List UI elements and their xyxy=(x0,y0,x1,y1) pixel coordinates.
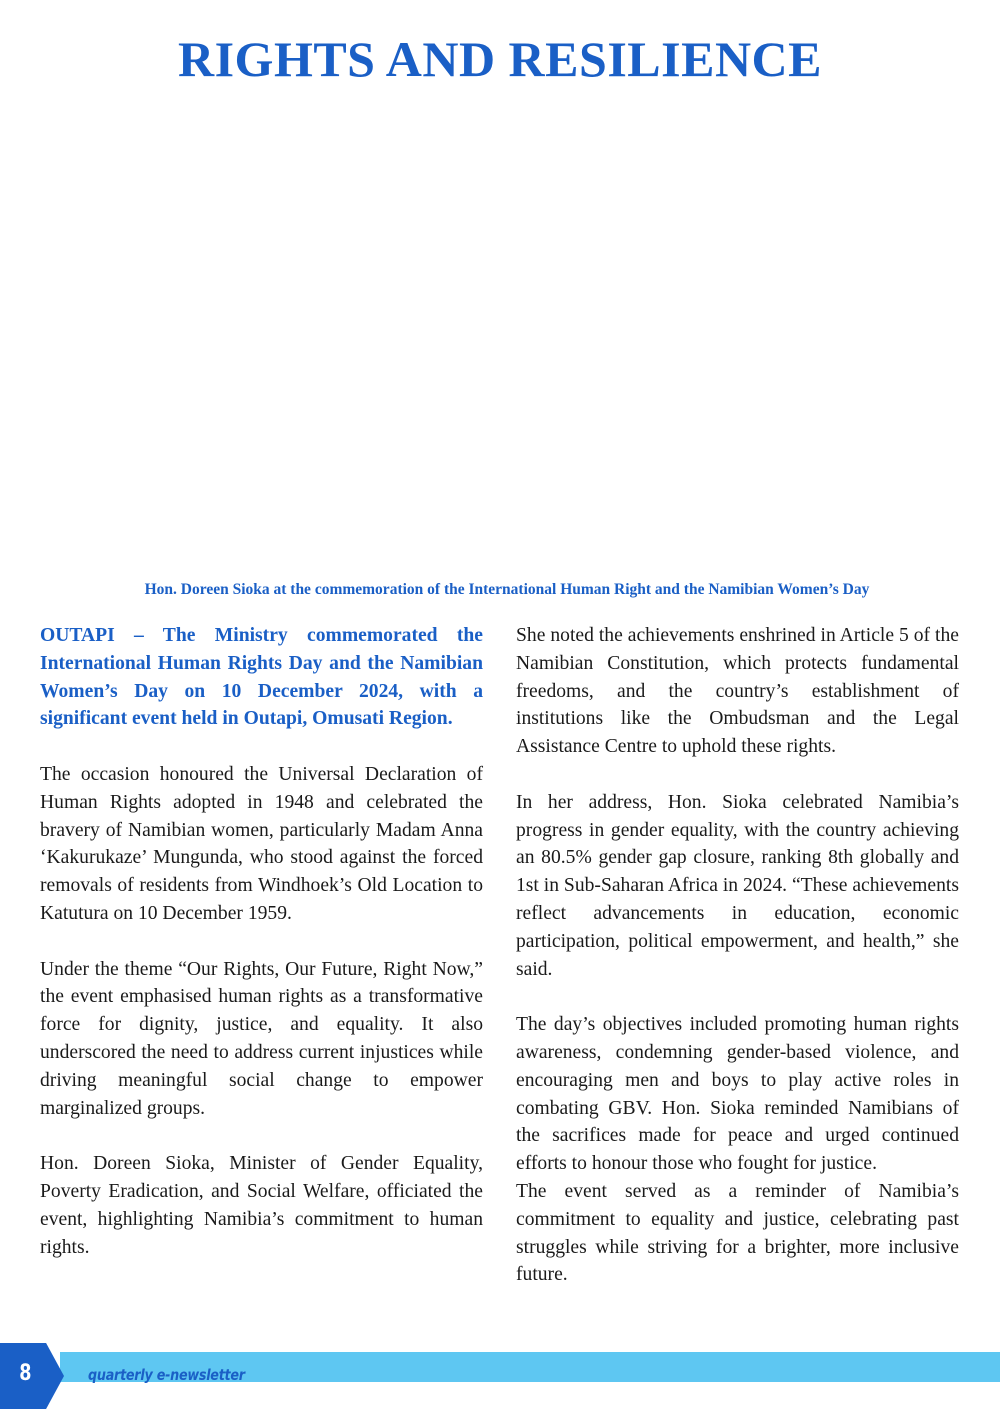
article-right-column xyxy=(516,622,959,1317)
article-paragraph: The event served as a reminder of Namibia’s commitment to equality and justice, celebrating past struggles while striving for a brighter, more inclusive future. xyxy=(516,1180,959,1286)
article-left-column xyxy=(40,622,483,1289)
page-title: RIGHTS AND RESILIENCE xyxy=(177,31,823,87)
article-paragraph: The occasion honoured the Universal Declaration of Human Rights adopted in 1948 and celebrated the bravery of Namibian women, particularly Madam Anna ‘Kakurukaze’ Mungunda, who stood against the forced removals of residents from Windhoek’s Old Location to Katutura on 10 December 1959. xyxy=(40,763,483,924)
photo-caption: Hon. Doreen Sioka at the commemoration of the International Human Right and the Namibian Women’s Day xyxy=(144,581,870,598)
article-paragraph: Hon. Doreen Sioka, Minister of Gender Equality, Poverty Eradication, and Social Welfare, officiated the event, highlighting Namibia’s commitment to human rights. xyxy=(40,1153,483,1258)
article-paragraph: In her address, Hon. Sioka celebrated Namibia’s progress in gender equality, with the country achieving an 80.5% gender gap closure, ranking 8th globally and 1st in Sub-Saharan Africa in 2024. “These achievements reflect advancements in education, economic participation, political empowerment, and health,” she said. xyxy=(516,791,959,980)
article-paragraph: The day’s objectives included promoting human rights awareness, condemning gender-based violence, and encouraging men and boys to play active roles in combating GBV. Hon. Sioka reminded Namibians of the sacrifices made for peace and urged continued efforts to honour those who fought for justice. xyxy=(516,1014,959,1175)
article-paragraph: She noted the achievements enshrined in Article 5 of the Namibian Constitution, which protects fundamental freedoms, and the country’s establishment of institutions like the Ombudsman and the Legal Assistance Centre to uphold these rights. xyxy=(516,625,959,758)
article-paragraph: Under the theme “Our Rights, Our Future, Right Now,” the event emphasised human rights as a transformative force for dignity, justice, and equality. It also underscored the need to address current injustices while driving meaningful social change to empower marginalized groups. xyxy=(40,958,483,1119)
article-lead-paragraph: OUTAPI – The Ministry commemorated the International Human Rights Day and the Namibian Women’s Day on 10 December 2024, with a significant event held in Outapi, Omusati Region. xyxy=(40,625,483,730)
photo-placeholder xyxy=(40,110,960,570)
newsletter-label: quarterly e-newsletter xyxy=(88,1366,245,1384)
page-number: 8 xyxy=(19,1361,32,1386)
